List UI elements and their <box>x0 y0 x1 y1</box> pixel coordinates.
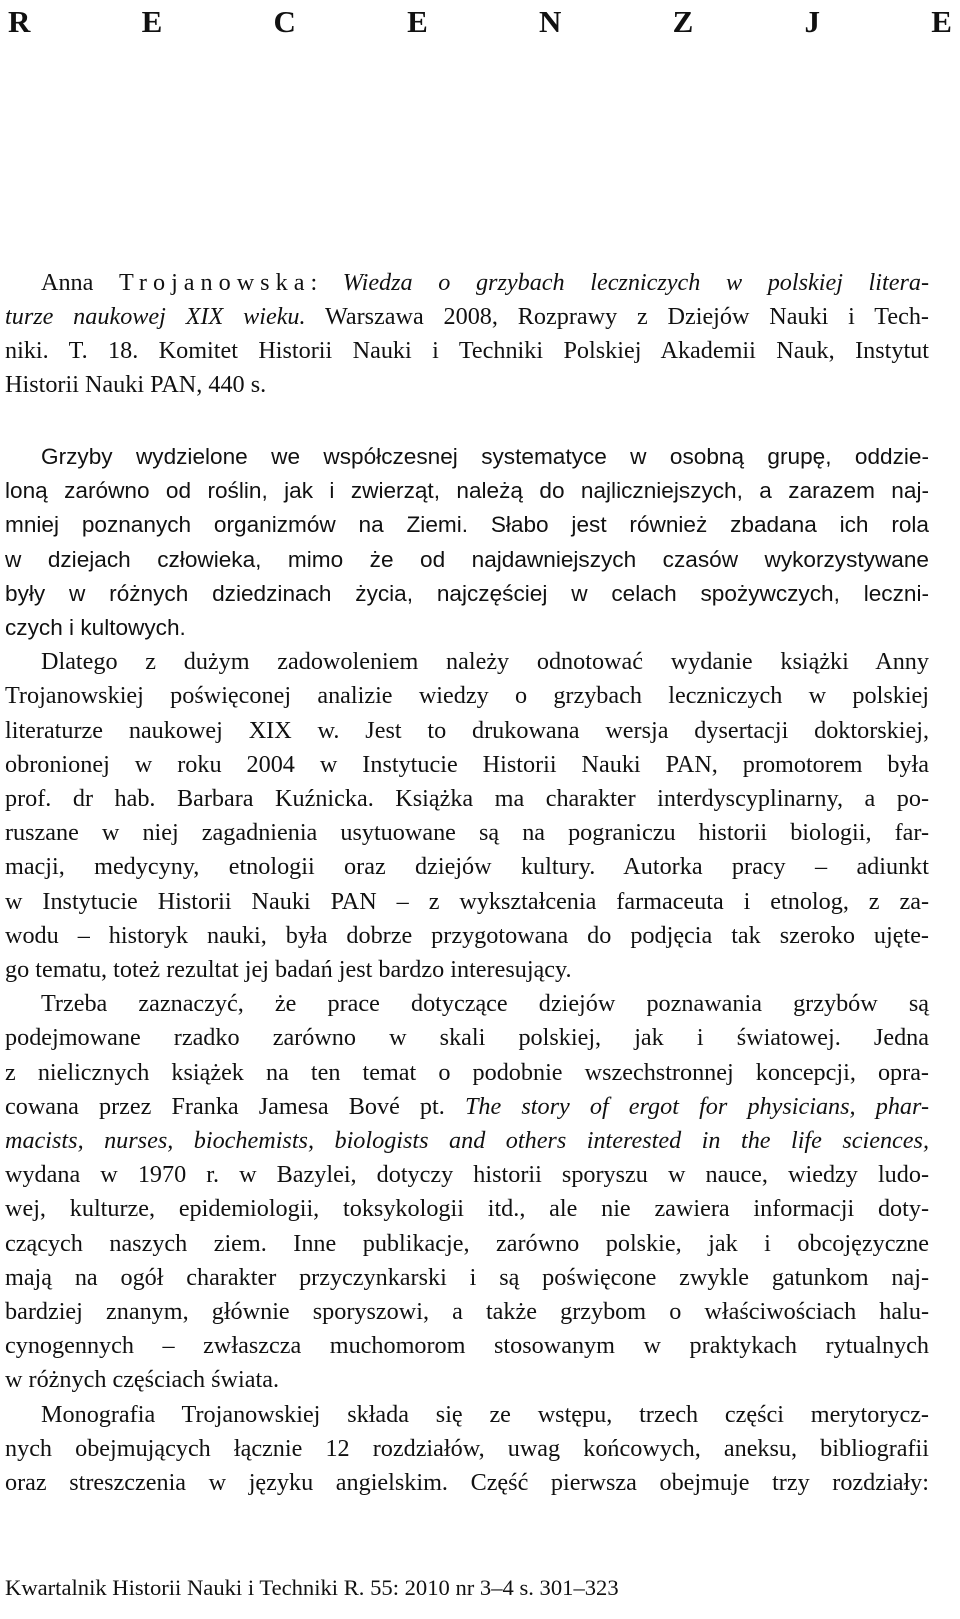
publication-info: Warszawa 2008, Rozprawy z Dziejów Nauki i Tech- <box>324 303 929 330</box>
sans-paragraph <box>5 440 929 645</box>
journal-footer: Kwartalnik Historii Nauki i Techniki R. 55: 2010 nr 3–4 s. 301–323 <box>5 1575 619 1600</box>
text-run: cowana przez Franka Jamesa Bové pt. <box>5 1092 445 1120</box>
author-first-name: Anna <box>41 269 94 296</box>
text-line: czących naszych ziem. Inne publikacje, zarówno polskie, jak i obcojęzyczne <box>5 1229 929 1257</box>
text-line: były w różnych dziedzinach życia, najczęściej w celach spożywczych, leczni- <box>5 580 929 606</box>
text-line: prof. dr hab. Barbara Kuźnicka. Książka ma charakter interdyscyplinarny, a po- <box>5 785 929 813</box>
text-line: Monografia Trojanowskiej składa się ze wstępu, trzech części merytorycz- <box>41 1400 929 1428</box>
heading-letter: N <box>539 4 562 39</box>
review-body <box>5 440 929 1500</box>
heading-letter: J <box>804 4 821 39</box>
book-title-cont: turze naukowej XIX wieku. <box>5 303 306 330</box>
heading-letter: R <box>8 4 31 39</box>
text-line: wej, kulturze, epidemiologii, toksykologii itd., ale nie zawiera informacji doty- <box>5 1195 929 1223</box>
bibliographic-entry <box>5 266 929 402</box>
text-line: Trzeba zaznaczyć, że prace dotyczące dziejów poznawania grzybów są <box>41 990 929 1018</box>
text-line: bardziej znanym, głównie sporyszowi, a także grzybom o właściwościach halu- <box>5 1298 929 1326</box>
text-line: podejmowane rzadko zarówno w skali polskiej, jak i światowej. Jedna <box>5 1024 929 1052</box>
text-line: literaturze naukowej XIX w. Jest to drukowana wersja dysertacji doktorskiej, <box>5 716 929 744</box>
biblio-line <box>5 300 929 334</box>
heading-letter: C <box>273 4 296 39</box>
text-line: w różnych częściach świata. <box>5 1366 279 1394</box>
text-line: mniej poznanych organizmów na Ziemi. Słabo jest również zbadana ich rola <box>5 512 929 538</box>
cited-title: macists, nurses, biochemists, biologists and others interested in the life sciences, <box>5 1127 929 1155</box>
paragraph <box>5 1398 929 1501</box>
heading-letter: E <box>407 4 428 39</box>
text-line: Grzyby wydzielone we współczesnej systematyce w osobną grupę, oddzie- <box>41 444 929 469</box>
paragraph <box>5 645 929 987</box>
book-title: Wiedza o grzybach leczniczych w polskiej litera- <box>342 269 930 296</box>
text-line: w Instytucie Historii Nauki PAN – z wykształcenia farmaceuta i etnolog, z za- <box>5 887 929 915</box>
colon: : <box>310 269 318 296</box>
biblio-line: niki. T. 18. Komitet Historii Nauki i Techniki Polskiej Akademii Nauk, Instytut <box>5 337 929 364</box>
text-line: nych obejmujących łącznie 12 rozdziałów, uwag końcowych, aneksu, bibliografii <box>5 1434 929 1462</box>
text-line: z nielicznych książek na ten temat o podobnie wszechstronnej koncepcji, opra- <box>5 1058 929 1086</box>
author-last-name: Trojanowska <box>119 269 311 296</box>
text-line: loną zarówno od roślin, jak i zwierząt, należą do najliczniejszych, a zarazem naj- <box>5 478 929 504</box>
heading-letter: E <box>141 4 163 39</box>
cited-title: The story of ergot for physicians, phar- <box>464 1092 929 1120</box>
text-line: czych i kultowych. <box>5 615 186 641</box>
text-line: go tematu, toteż rezultat jej badań jest bardzo interesujący. <box>5 956 572 984</box>
text-line: macji, medycyny, etnologii oraz dziejów kultury. Autorka pracy – adiunkt <box>5 853 929 881</box>
text-line: wydana w 1970 r. w Bazylei, dotyczy historii sporyszu w nauce, wiedzy ludo- <box>5 1161 929 1189</box>
paragraph <box>5 987 929 1397</box>
text-line <box>5 1090 929 1124</box>
text-line: mają na ogół charakter przyczynkarski i są poświęcone zwykle gatunkom naj- <box>5 1263 929 1291</box>
text-line: Trojanowskiej poświęconej analizie wiedzy o grzybach leczniczych w polskiej <box>5 682 929 710</box>
text-line: cynogennych – zwłaszcza muchomorom stosowanym w praktykach rytualnych <box>5 1332 929 1360</box>
heading-letter: E <box>931 4 952 39</box>
text-line: ruszane w niej zagadnienia usytuowane są na pograniczu historii biologii, far- <box>5 819 929 847</box>
biblio-line <box>5 266 929 300</box>
text-line: obronionej w roku 2004 w Instytucie Historii Nauki PAN, promotorem była <box>5 750 929 778</box>
text-line: oraz streszczenia w języku angielskim. Część pierwsza obejmuje trzy rozdziały: <box>5 1469 929 1497</box>
section-heading <box>8 2 952 42</box>
text-line: w dziejach człowieka, mimo że od najdawniejszych czasów wykorzystywane <box>5 546 929 572</box>
heading-letter: Z <box>672 4 694 39</box>
biblio-line: Historii Nauki PAN, 440 s. <box>5 371 267 398</box>
text-line: wodu – historyk nauki, była dobrze przygotowana do podjęcia tak szeroko ujęte- <box>5 921 929 949</box>
text-line: Dlatego z dużym zadowoleniem należy odnotować wydanie książki Anny <box>41 648 929 676</box>
